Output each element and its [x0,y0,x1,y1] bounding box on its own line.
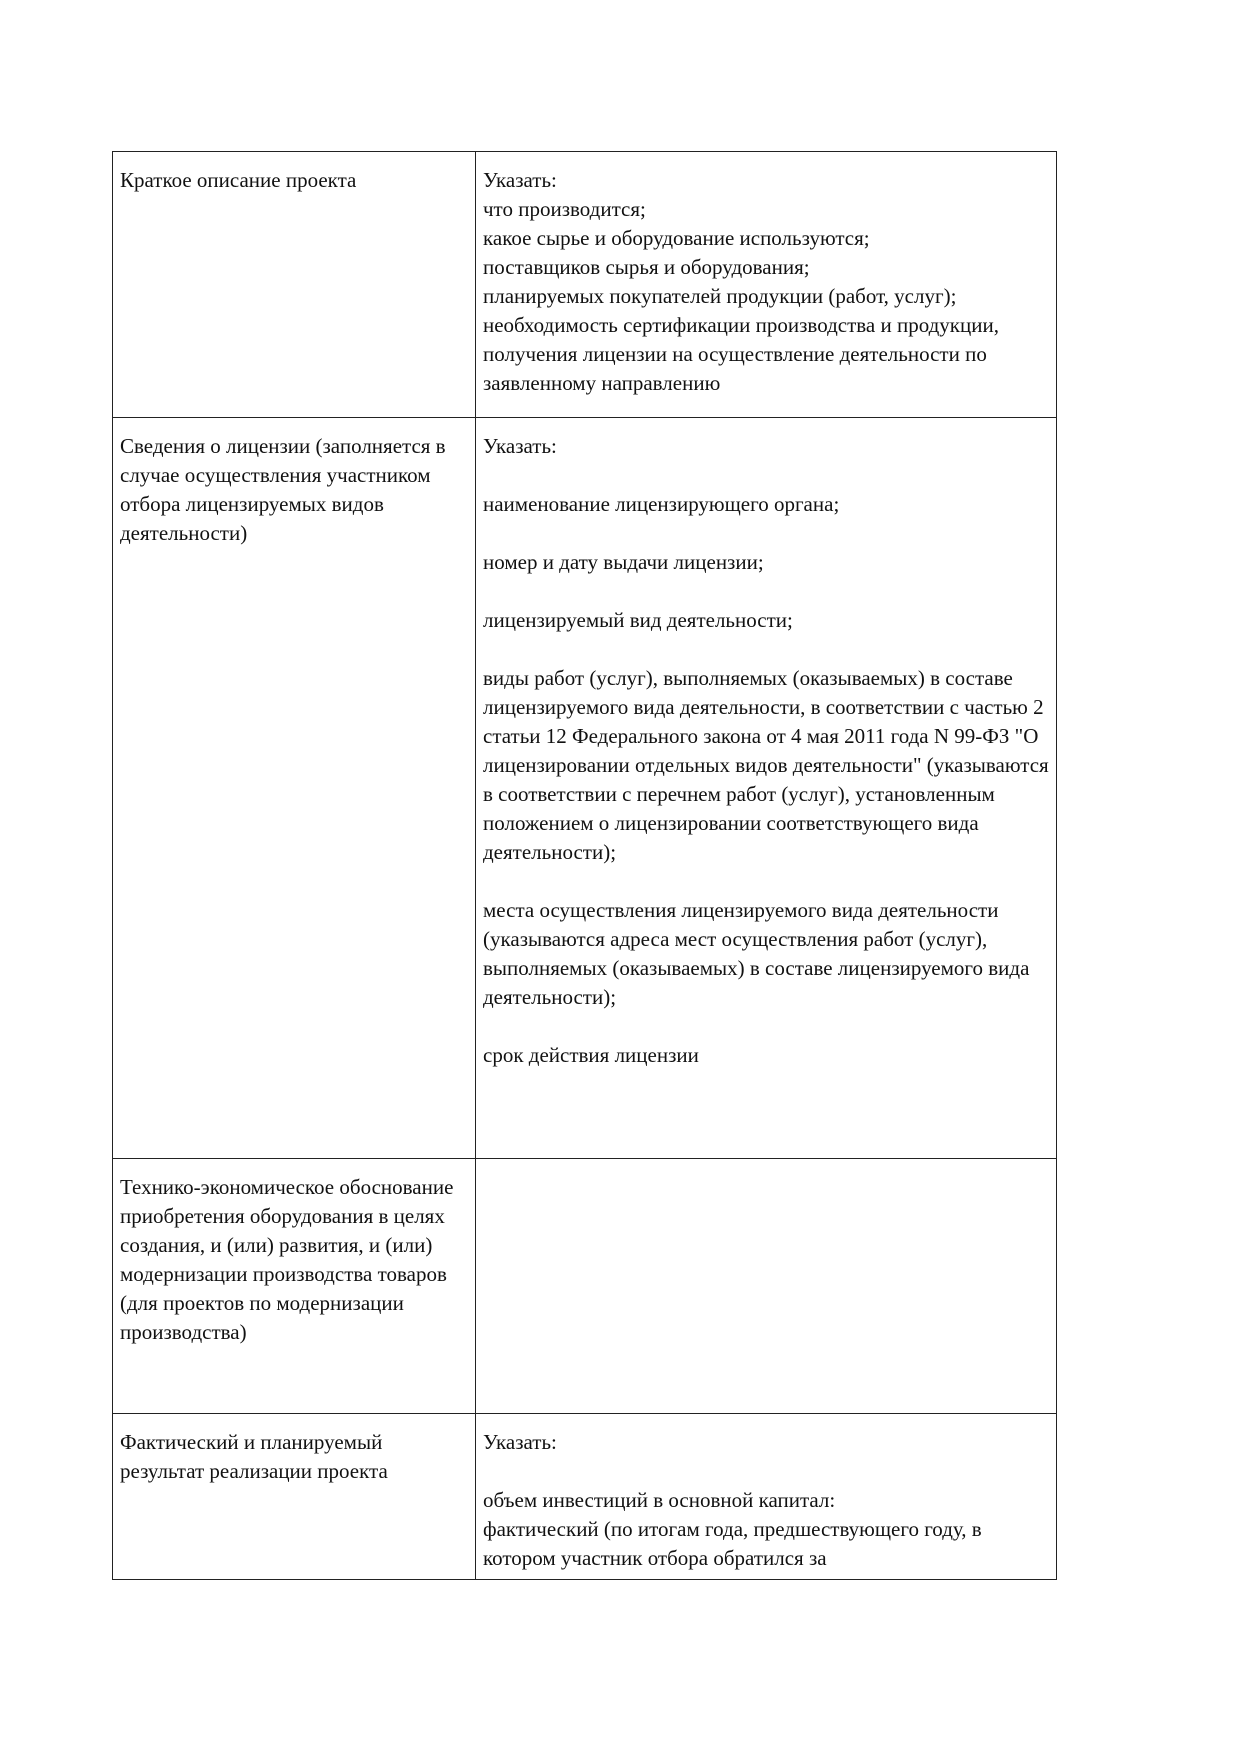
value-line: необходимость сертификации производства и продукции, получения лицензии на осуществление деятельности по заявленному направлению [483,313,999,395]
row-label-text: Технико-экономическое обоснование приобретения оборудования в целях создания, и (или) развития, и (или) модернизации производства товаров [120,1175,454,1286]
project-info-table [112,151,1057,1580]
value-line: номер и дату выдачи лицензии; [483,550,764,574]
value-line: места осуществления лицензируемого вида деятельности (указываются адреса мест осуществления работ (услуг), выполняемых (оказываемых) в составе лицензируемого вида деятельности); [483,898,1030,1009]
paragraph-gap [483,867,1049,896]
table-row-short-description [113,152,1057,418]
row-label-text: Фактический и планируемый результат реализации проекта [120,1430,388,1483]
value-line: Указать: [483,168,557,192]
paragraph-gap [483,1457,1049,1486]
value-line: какое сырье и оборудование используются; [483,226,870,250]
value-line: срок действия лицензии [483,1043,699,1067]
table-row-feasibility-study [113,1159,1057,1414]
table-row-project-result [113,1414,1057,1580]
value-line: планируемых покупателей продукции (работ, услуг); [483,284,957,308]
value-line: объем инвестиций в основной капитал: [483,1488,836,1512]
paragraph-gap [483,519,1049,548]
paragraph-gap [483,577,1049,606]
paragraph-gap [483,461,1049,490]
row-label-text: Краткое описание проекта [120,168,357,192]
row-label-cell [113,418,476,1159]
paragraph-gap [483,635,1049,664]
row-label-note: (для проектов по модернизации производства) [120,1291,404,1344]
row-value-cell [476,152,1057,418]
value-line: виды работ (услуг), выполняемых (оказываемых) в составе лицензируемого вида деятельности, в соответствии с частью 2 статьи 12 Федерального закона от 4 мая 2011 года N 99-ФЗ "О лицензировании отдельных видов деятельности" (указываются в соответствии с перечнем работ (услуг), установленным положением о лицензировании соответствующего вида деятельности); [483,666,1049,864]
row-label-cell [113,1159,476,1414]
value-line: что производится; [483,197,646,221]
value-line: поставщиков сырья и оборудования; [483,255,810,279]
row-label-cell [113,1414,476,1580]
row-value-cell-empty [476,1159,1057,1414]
value-line: наименование лицензирующего органа; [483,492,840,516]
value-line: фактический (по итогам года, предшествующего году, в котором участник отбора обратился за [483,1517,982,1570]
paragraph-gap [483,1012,1049,1041]
value-line: Указать: [483,1430,557,1454]
row-value-cell [476,1414,1057,1580]
row-value-cell [476,418,1057,1159]
row-label-text: Сведения о лицензии (заполняется в случае осуществления участником отбора лицензируемых видов деятельности) [120,434,446,545]
value-line: лицензируемый вид деятельности; [483,608,793,632]
row-label-cell [113,152,476,418]
value-line: Указать: [483,434,557,458]
table-row-license-info [113,418,1057,1159]
